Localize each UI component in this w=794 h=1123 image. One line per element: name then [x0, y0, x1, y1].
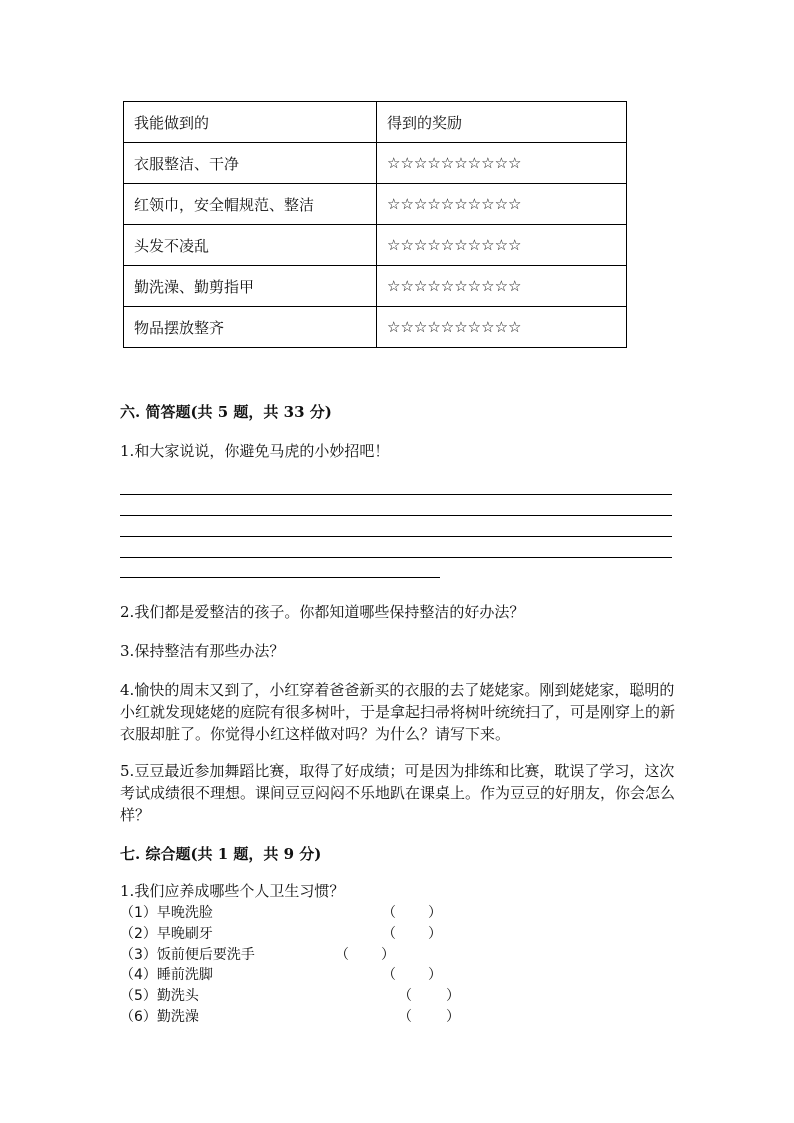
question-6-2 — [120, 601, 675, 623]
question-number: 5. — [120, 762, 135, 780]
table-cell-stars: ☆☆☆☆☆☆☆☆☆☆ — [377, 225, 627, 266]
answer-paren-open[interactable]: （ — [382, 905, 396, 921]
habit-label: （4）睡前洗脚 — [120, 967, 213, 984]
award-table — [123, 101, 627, 348]
table-row — [124, 184, 627, 225]
table-row — [124, 143, 627, 184]
answer-paren-close[interactable]: ） — [428, 925, 442, 942]
habit-label: （3）饭前便后要洗手 — [120, 946, 255, 963]
table-header-cell: 我能做到的 — [124, 102, 377, 143]
question-text: 我们应养成哪些个人卫生习惯？ — [134, 882, 345, 900]
answer-paren-open[interactable]: （ — [382, 967, 396, 984]
table-cell-item: 勤洗澡、勤剪指甲 — [124, 266, 377, 307]
question-number: 2. — [120, 603, 135, 621]
habit-label: （5）勤洗头 — [120, 988, 199, 1005]
habit-label: （2）早晚刷牙 — [120, 925, 213, 942]
answer-paren-close[interactable]: ） — [428, 905, 442, 921]
answer-line[interactable] — [120, 577, 440, 578]
table-cell-item: 红领巾，安全帽规范、整洁 — [124, 184, 377, 225]
table-header-row — [124, 102, 627, 143]
question-6-5 — [120, 760, 675, 826]
table-row — [124, 307, 627, 348]
question-text: 和大家说说，你避免马虎的小妙招吧！ — [134, 442, 390, 460]
question-number: 1. — [120, 882, 135, 900]
answer-paren-open[interactable]: （ — [398, 988, 412, 1005]
table-cell-stars: ☆☆☆☆☆☆☆☆☆☆ — [377, 184, 627, 225]
table-cell-item: 衣服整洁、干净 — [124, 143, 377, 184]
habit-label: （1）早晚洗脸 — [120, 905, 213, 921]
answer-paren-open[interactable]: （ — [398, 1008, 412, 1025]
answer-paren-close[interactable]: ） — [381, 946, 395, 963]
table-cell-stars: ☆☆☆☆☆☆☆☆☆☆ — [377, 143, 627, 184]
table-header-cell: 得到的奖励 — [377, 102, 627, 143]
answer-paren-close[interactable]: ） — [428, 967, 442, 984]
question-6-4 — [120, 679, 675, 745]
table-cell-item: 头发不凌乱 — [124, 225, 377, 266]
table-row — [124, 266, 627, 307]
question-6-3 — [120, 640, 675, 662]
question-7-1 — [120, 880, 675, 902]
section-seven-title: 七. 综合题(共 1 题，共 9 分) — [120, 845, 322, 863]
table-cell-stars: ☆☆☆☆☆☆☆☆☆☆ — [377, 266, 627, 307]
section-six-title: 六. 简答题(共 5 题，共 33 分) — [120, 403, 332, 421]
habit-label: （6）勤洗澡 — [120, 1008, 199, 1025]
table-row — [124, 225, 627, 266]
answer-paren-close[interactable]: ） — [446, 988, 460, 1005]
answer-paren-close[interactable]: ） — [446, 1008, 460, 1025]
question-6-1 — [120, 440, 675, 462]
answer-line[interactable] — [120, 494, 672, 495]
answer-paren-open[interactable]: （ — [382, 925, 396, 942]
question-number: 4. — [120, 681, 135, 699]
question-number: 3. — [120, 642, 135, 660]
question-text: 豆豆最近参加舞蹈比赛，取得了好成绩；可是因为排练和比赛，耽误了学习，这次考试成绩很不理想。课间豆豆闷闷不乐地趴在课桌上。作为豆豆的好朋友，你会怎么样？ — [120, 762, 676, 824]
answer-line[interactable] — [120, 515, 672, 516]
question-text: 保持整洁有那些办法？ — [134, 642, 285, 660]
answer-line[interactable] — [120, 536, 672, 537]
answer-paren-open[interactable]: （ — [335, 946, 349, 963]
table-cell-item: 物品摆放整齐 — [124, 307, 377, 348]
table-cell-stars: ☆☆☆☆☆☆☆☆☆☆ — [377, 307, 627, 348]
question-text: 愉快的周末又到了，小红穿着爸爸新买的衣服的去了姥姥家。刚到姥姥家，聪明的小红就发现姥姥的庭院有很多树叶，于是拿起扫帚将树叶统统扫了，可是刚穿上的新衣服却脏了。你觉得小红这样做对吗？为什么？请写下来。 — [120, 681, 676, 743]
answer-line[interactable] — [120, 557, 672, 558]
question-text: 我们都是爱整洁的孩子。你都知道哪些保持整洁的好办法？ — [134, 603, 525, 621]
question-number: 1. — [120, 442, 135, 460]
